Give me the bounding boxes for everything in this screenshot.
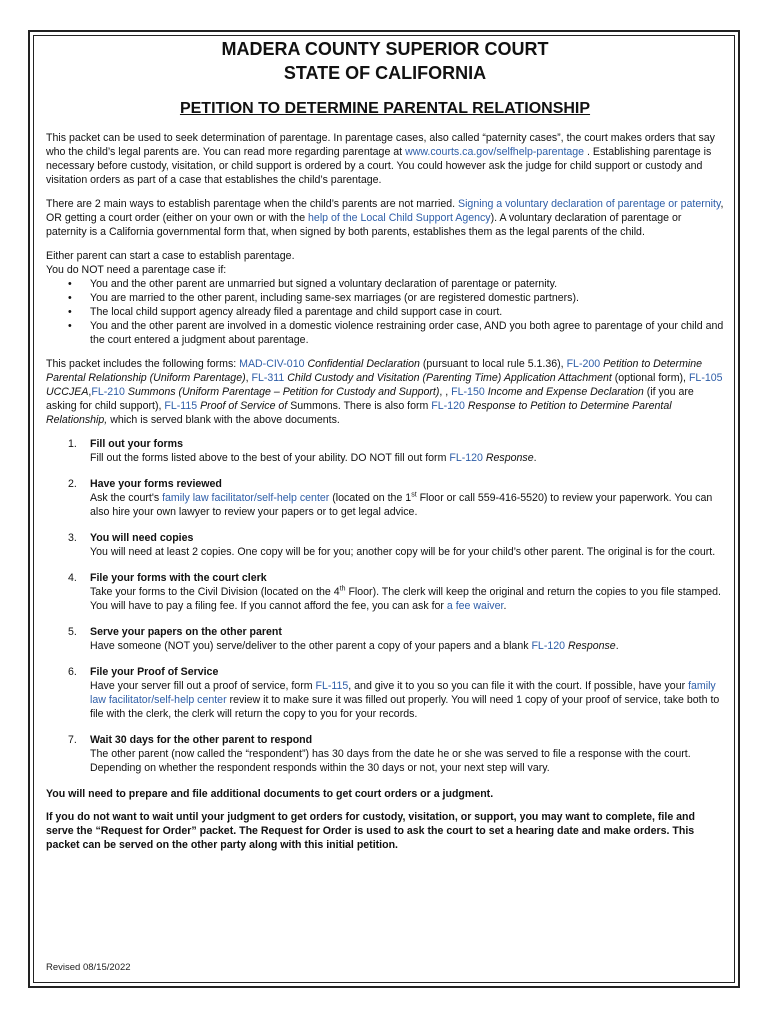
intro-paragraph-2 [46,197,724,239]
step-title: Serve your papers on the other parent [90,626,282,638]
list-item: • The local child support agency already filed a parentage and child support case in court. [90,305,724,319]
step-italic: Response [567,640,616,652]
form-link-fl-105[interactable]: FL-105 [688,372,723,384]
self-help-center-link[interactable]: family law facilitator/self-help center [90,680,716,706]
step-body [90,639,724,653]
step-title: Have your forms reviewed [90,478,222,490]
forms-text: , , [439,386,452,398]
step-title: Fill out your forms [90,438,183,450]
step-number: 4. [68,572,77,584]
steps-list [46,437,724,775]
step-body: The other parent (now called the “respondent”) has 30 days from the date he or she was served to file a response with the court. Depending on whether the respondent responds within the 30 days or not, your next step will vary. [90,748,691,774]
step-number: 2. [68,478,77,490]
form-link-fl-210[interactable]: FL-210 [91,386,125,398]
form-link-fl-120[interactable]: FL-120 [531,640,566,652]
form-link-fl-115[interactable]: FL-115 [315,680,349,692]
intro-p2-text-a: There are 2 main ways to establish parentage when the child’s parents are not married. [46,198,459,210]
step-text: Take your forms to the Civil Division (located on the 4 [90,586,340,598]
court-line-1: MADERA COUNTY SUPERIOR COURT [221,39,549,59]
step-text: Have someone (NOT you) serve/deliver to the other parent a copy of your papers and a blank [90,640,532,652]
form-link-mad-civ-010[interactable]: MAD-CIV-010 [239,358,305,370]
petition-title: PETITION TO DETERMINE PARENTAL RELATIONSHIP [179,100,591,117]
step-number: 6. [68,666,77,678]
form-title: Confidential Declaration [307,358,420,370]
forms-text: Summons. There is also form [287,400,432,412]
step-6 [46,665,724,721]
step-text: Floor or call 559-416-5520) to review your paperwork. You can also hire your own lawyer to review your papers or to get legal advice. [90,492,713,518]
step-number: 1. [68,438,77,450]
court-name [46,37,724,85]
step-4 [46,571,724,613]
step-title: Wait 30 days for the other parent to respond [90,734,313,746]
form-link-fl-115[interactable]: FL-115 [164,400,198,412]
ordinal-suffix: th [339,585,346,593]
step-text: . [615,640,619,652]
voluntary-declaration-link[interactable]: Signing a voluntary declaration of parentage or paternity [458,198,721,210]
forms-text: , [245,372,252,384]
closing-paragraph-1: You will need to prepare and file additional documents to get court orders or a judgment. [46,788,494,800]
document-body [46,36,724,861]
step-body [90,585,724,613]
step-body [90,491,724,519]
form-title: Proof of Service of [200,400,288,412]
fee-waiver-link[interactable]: a fee waiver [446,600,504,612]
list-item: • You and the other parent are unmarried but signed a voluntary declaration of parentage or paternity. [90,277,724,291]
self-help-center-link[interactable]: family law facilitator/self-help center [162,492,330,504]
step-body [90,451,724,465]
forms-text: (optional form), [611,372,689,384]
intro-p1-text-a: This packet can be used to seek determination of parentage. In parentage cases, also called “paternity cases”, the court makes orders that say who the child’s legal parents are. You can read more regarding parentage at [46,132,715,158]
step-text: review it to make sure it was filled out properly. You will need 1 copy of your proof of service, take both to file with the clerk, the clerk will return the copy to you for your records. [90,694,720,720]
step-body: You will need at least 2 copies. One copy will be for you; another copy will be for your child’s other parent. The original is for the court. [90,546,716,558]
step-text: , and give it to you so you can file it with the court. If possible, have your [348,680,689,692]
forms-text: (if you are asking for child support), [46,386,694,412]
child-support-agency-link[interactable]: help of the Local Child Support Agency [308,212,491,224]
ordinal-suffix: st [411,491,417,499]
step-body [90,679,724,721]
list-item: • You and the other parent are involved in a domestic violence restraining order case, AND you both agree to parentage of your child and the court entered a judgment about parentage. [90,319,724,347]
form-title: Child Custody and Visitation (Parenting Time) Application Attachment [287,372,612,384]
step-3 [46,531,724,559]
step-text: (located on the 1 [329,492,412,504]
form-title: Income and Expense Declaration [487,386,644,398]
step-number: 5. [68,626,77,638]
list-item: • You are married to the other parent, including same-sex marriages (or are registered domestic partners). [90,291,724,305]
forms-text: (pursuant to local rule 5.1.36), [419,358,567,370]
step-text: . [503,600,507,612]
forms-text: , [88,386,92,398]
forms-text: which is served blank with the above documents. [107,414,340,426]
step-text: Ask the court's [90,492,163,504]
intro-p2-text-c: ). A voluntary declaration of parentage or paternity is a California governmental form that, when signed by both parents, establishes them as the legal parents of the child. [46,212,682,238]
step-italic: Response [485,452,534,464]
forms-paragraph [46,357,724,427]
step-text: Have your server fill out a proof of service, form [90,680,316,692]
form-link-fl-120[interactable]: FL-120 [431,400,465,412]
step-text: . [533,452,537,464]
form-title: Petition to Determine Parental Relationship (Uniform Parentage) [46,358,703,384]
step-title: File your forms with the court clerk [90,572,267,584]
form-link-fl-200[interactable]: FL-200 [566,358,601,370]
selfhelp-parentage-link[interactable]: www.courts.ca.gov/selfhelp-parentage [405,146,585,158]
court-line-2: STATE OF CALIFORNIA [283,63,487,83]
step-2 [46,477,724,519]
step-title: File your Proof of Service [90,666,219,678]
step-7 [46,733,724,775]
step-number: 3. [68,532,77,544]
intro-p3-line-2: You do NOT need a parentage case if: [46,264,227,276]
intro-p2-text-b: , OR getting a court order (either on your own or with the [46,198,724,224]
step-5 [46,625,724,653]
intro-p3-line-1: Either parent can start a case to establish parentage. [46,250,295,262]
closing-paragraph-2: If you do not want to wait until your judgment to get orders for custody, visitation, or support, you may want to complete, file and serve the “Request for Order” packet. The Request for Order is used to ask the court to set a hearing date and make orders. This packet can be served on the other party along with this initial petition. [46,811,695,851]
form-link-fl-120[interactable]: FL-120 [449,452,483,464]
forms-text: This packet includes the following forms: [46,358,240,370]
intro-paragraph-1 [46,131,724,187]
step-text: Floor). The clerk will keep the original and return the copies to you file stamped. You will have to pay a filing fee. If you cannot afford the fee, you can ask for [90,586,721,612]
form-title: Summons (Uniform Parentage – Petition for Custody and Support) [127,386,440,398]
form-title: Response to Petition to Determine Parental Relationship, [46,400,672,426]
step-number: 7. [68,734,77,746]
form-title: UCCJEA [46,386,89,398]
step-text: Fill out the forms listed above to the best of your ability. DO NOT fill out form [90,452,450,464]
step-1 [46,437,724,465]
form-link-fl-311[interactable]: FL-311 [251,372,285,384]
form-link-fl-150[interactable]: FL-150 [451,386,485,398]
revised-date: Revised 08/15/2022 [46,962,131,973]
no-case-needed-list [46,277,724,347]
step-title: You will need copies [90,532,194,544]
intro-p1-text-b: . Establishing parentage is necessary before custody, visitation, or child support is ordered by a court. You could however ask the judge for child support or custody and visitation orders as part of a case that establishes the child’s parentage. [46,146,712,186]
